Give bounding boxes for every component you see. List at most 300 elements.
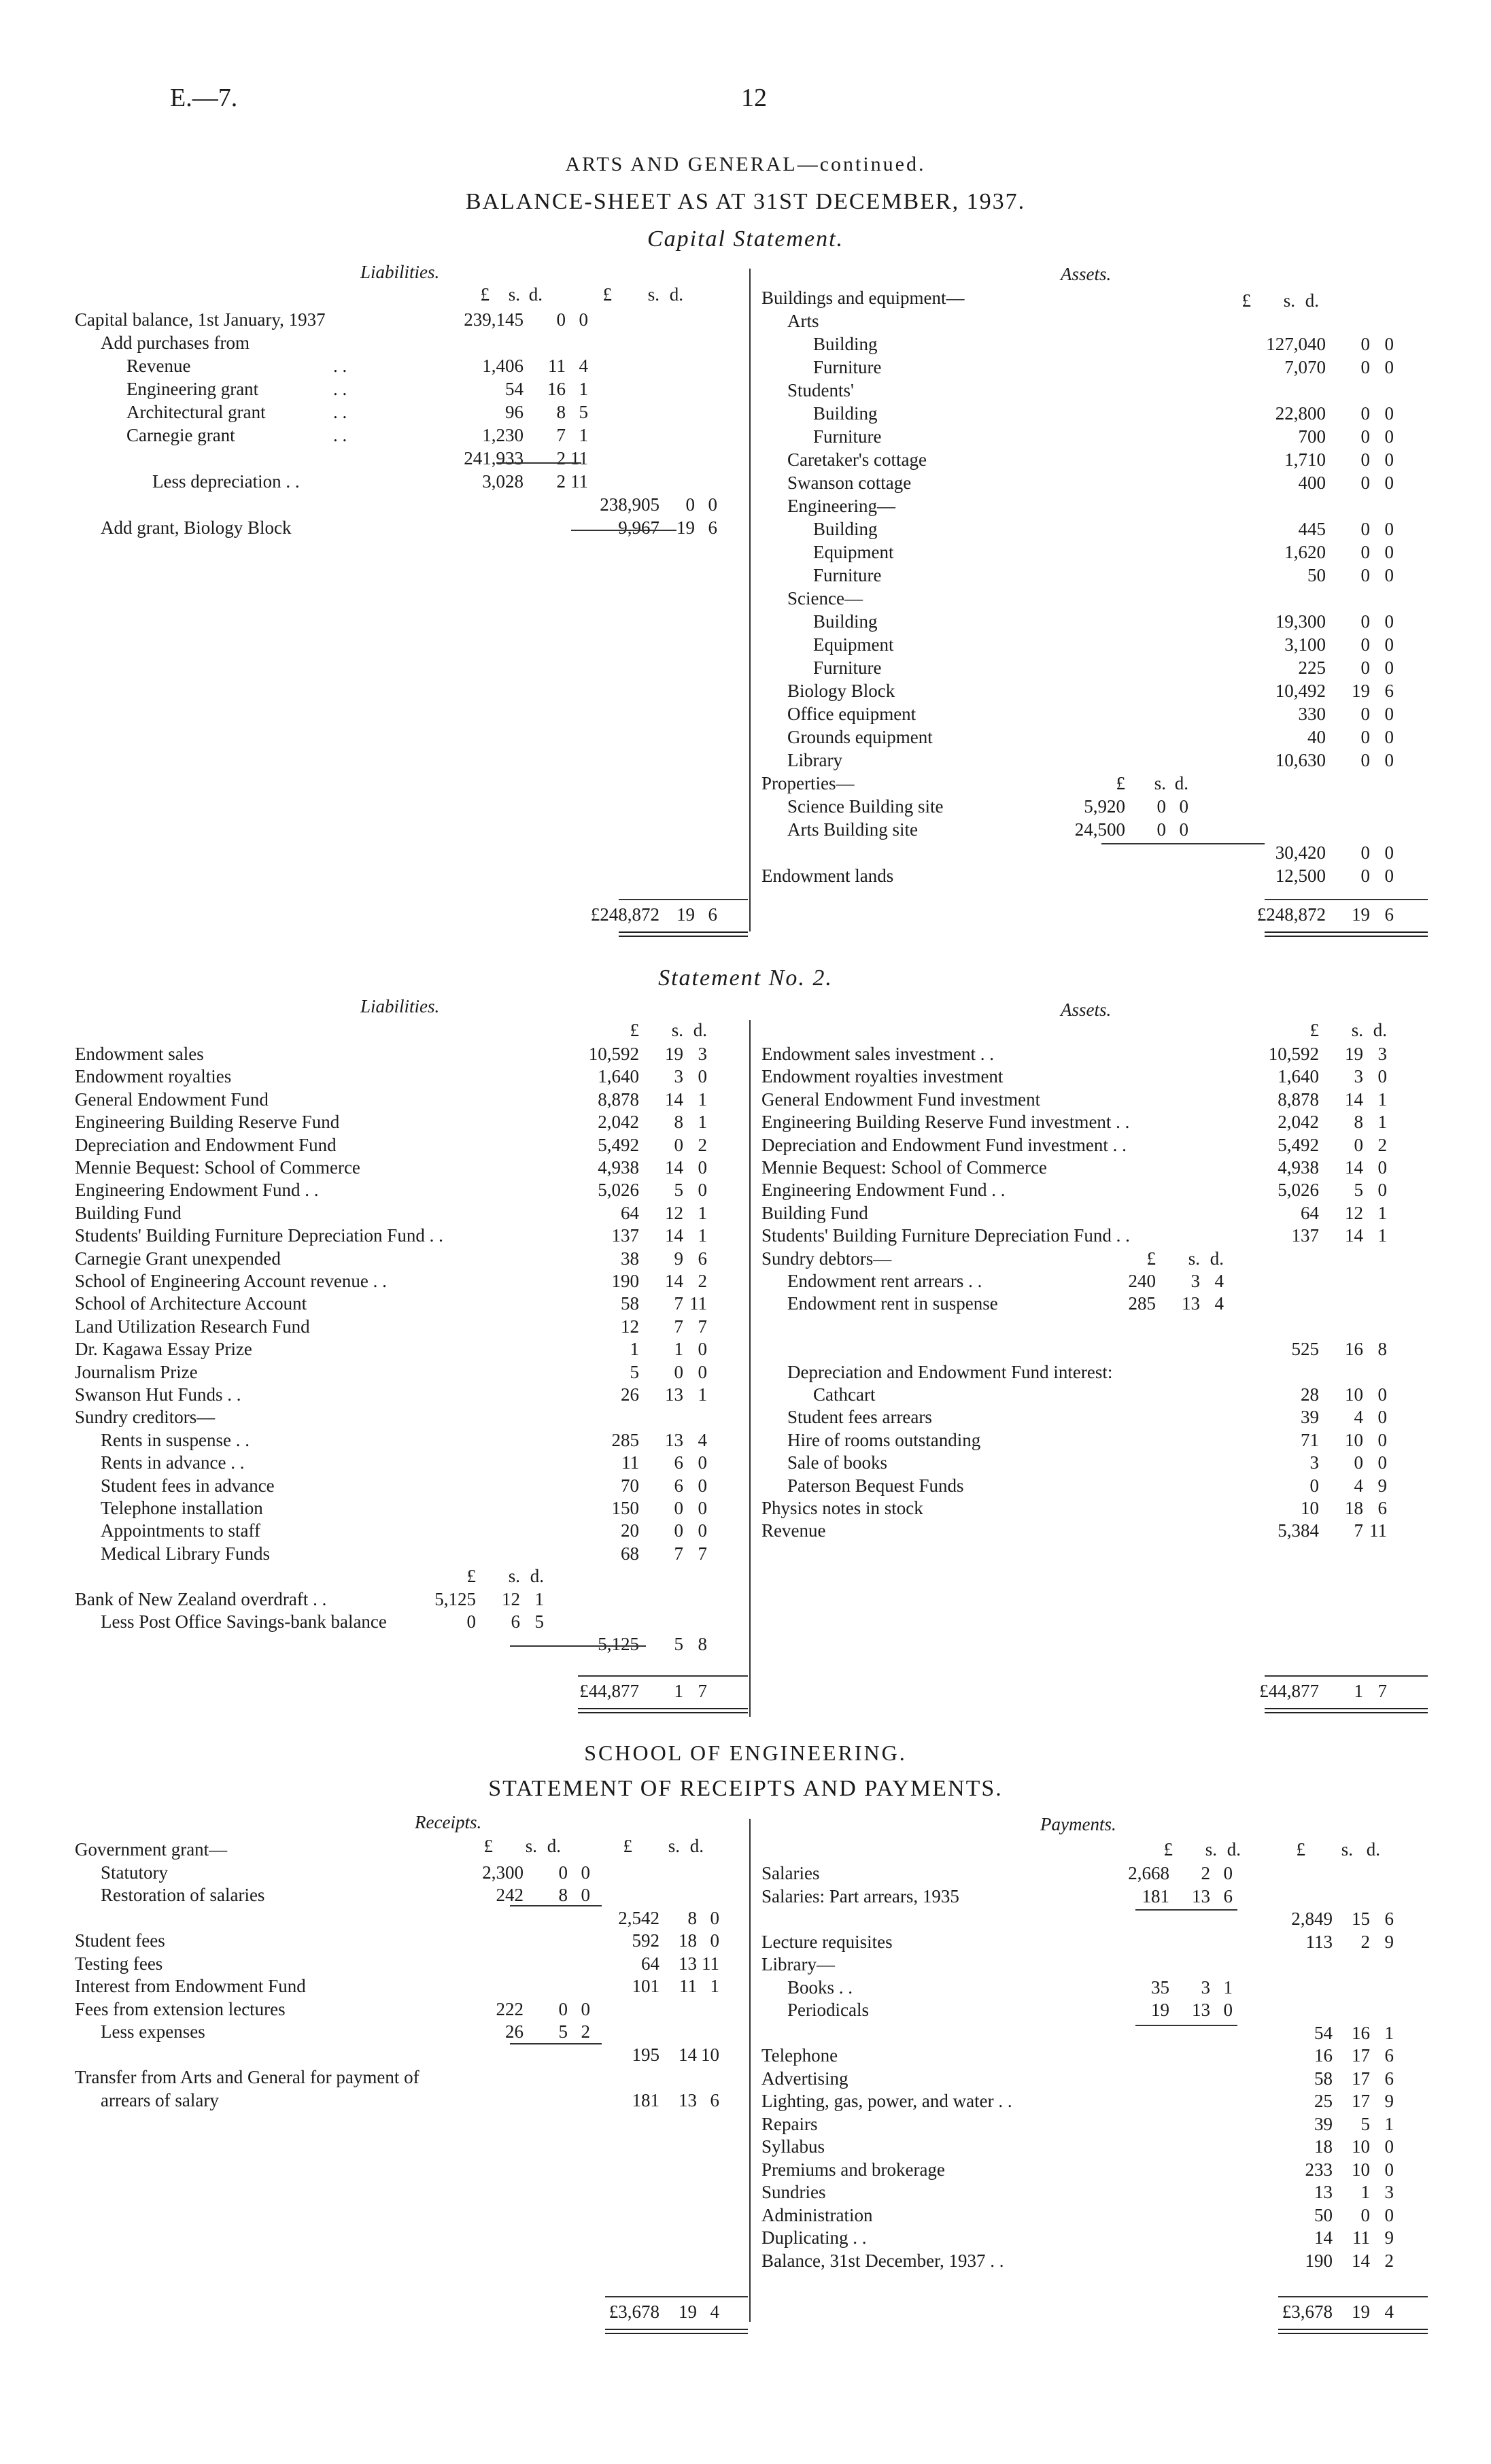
capital-liab-row — [75, 494, 748, 517]
payments-row — [761, 2227, 1428, 2251]
stmt2-liab-row — [75, 1611, 748, 1635]
row-label: Depreciation and Endowment Fund — [75, 1134, 337, 1155]
row-label: Carnegie grant — [126, 425, 235, 445]
row-label: Endowment sales — [75, 1044, 204, 1064]
receipts-b-pounds: 592 — [632, 1930, 659, 1951]
col-head-unit: £ — [1163, 1839, 1173, 1860]
stmt2-assets-row — [761, 1339, 1428, 1362]
capital-liab-a-pence: 1 — [579, 425, 588, 445]
row-label: Rents in advance . . — [101, 1452, 245, 1473]
capital-liab-a-shillings: 0 — [556, 309, 566, 330]
stmt2-liab-row — [75, 1475, 748, 1499]
stmt2-assets-v-pounds: 5,384 — [1278, 1520, 1319, 1541]
column-divider-3 — [749, 1819, 751, 2322]
stmt2-liab-row — [75, 1407, 748, 1430]
stmt2-liab-v-pence: 0 — [698, 1339, 707, 1360]
capital-assets-v-pence: 0 — [1384, 750, 1394, 770]
capital-liab-a-pence: 11 — [570, 471, 588, 492]
payments-row — [761, 2000, 1428, 2023]
row-label: Telephone installation — [101, 1498, 263, 1518]
stmt2-liab-v-pounds: 5,492 — [598, 1134, 639, 1155]
receipts-row — [75, 2021, 748, 2044]
stmt2-liab-v-shillings: 0 — [674, 1520, 683, 1541]
capital-liab-a-shillings: 2 — [556, 471, 566, 492]
rule-line — [510, 1905, 602, 1906]
receipts-row — [75, 1976, 748, 1999]
row-label: Engineering grant — [126, 379, 259, 399]
stmt2-liab-row — [75, 1498, 748, 1521]
col-head-unit: d. — [528, 284, 543, 305]
receipts-row — [75, 1908, 748, 1931]
stmt2-assets-v-pence: 6 — [1377, 1498, 1387, 1518]
stmt2-assets-v-shillings: 19 — [1345, 1044, 1363, 1064]
total-top-rule — [605, 2296, 748, 2297]
receipts-a-pence: 0 — [581, 1998, 590, 2019]
stmt2-liab-row — [75, 1362, 748, 1385]
receipts-total — [75, 2302, 748, 2325]
row-label: Appointments to staff — [101, 1520, 260, 1541]
payments-heading: Payments. — [1040, 1814, 1116, 1834]
receipts-row — [75, 1885, 748, 1908]
row-label: Endowment royalties investment — [761, 1066, 1004, 1087]
stmt2-liab-v-shillings: 0 — [674, 1498, 683, 1518]
capital-assets-row — [761, 657, 1428, 681]
column-divider — [749, 269, 751, 931]
payments-b-pence: 0 — [1384, 2159, 1394, 2180]
stmt2-liab-v-shillings: 19 — [665, 1044, 683, 1064]
stmt2-liab-v-pence: 1 — [698, 1089, 707, 1110]
stmt2-assets-col-head — [761, 1020, 1428, 1043]
row-label: General Endowment Fund investment — [761, 1089, 1041, 1110]
payments-a-shillings: 3 — [1201, 1977, 1210, 1998]
stmt2-liab-row — [75, 1135, 748, 1158]
payments-row — [761, 2045, 1428, 2068]
capital-assets-v-pounds: 330 — [1298, 704, 1326, 724]
capital-liab-a-pounds: 1,406 — [482, 356, 524, 376]
row-label: Lighting, gas, power, and water . . — [761, 2091, 1012, 2111]
capital-assets-v-shillings: 0 — [1360, 704, 1370, 724]
row-label: Salaries — [761, 1863, 820, 1883]
stmt2-assets-v-shillings: 14 — [1345, 1225, 1363, 1246]
row-label: Less Post Office Savings-bank balance — [101, 1611, 387, 1632]
stmt2-assets-sub-pence: d. — [1210, 1248, 1224, 1269]
col-head-unit: £ — [1296, 1839, 1305, 1860]
capital-liab-a-pounds: 3,028 — [482, 471, 524, 492]
row-label: Building — [813, 334, 878, 354]
capital-liab-a-shillings: 16 — [547, 379, 566, 399]
col-head-unit: d. — [1227, 1839, 1241, 1860]
row-label: Arts — [787, 311, 819, 331]
payments-b-pence: 6 — [1384, 2045, 1394, 2066]
stmt2-liab-sub-pence: d. — [530, 1566, 544, 1587]
stmt2-liab-row — [75, 1271, 748, 1294]
stmt2-assets-v-shillings: 8 — [1354, 1112, 1363, 1133]
payments-total-shillings: 19 — [1352, 2302, 1370, 2322]
stmt2-liab-v-pounds: 68 — [621, 1543, 639, 1564]
stmt2-liab-row — [75, 1316, 748, 1339]
capital-assets-row — [761, 588, 1428, 611]
column-divider-2 — [749, 1020, 751, 1717]
capital-assets-row — [761, 542, 1428, 565]
receipts-a-pounds: 242 — [496, 1885, 524, 1905]
capital-assets-v-pence: 0 — [1384, 403, 1394, 424]
row-label: Sundries — [761, 2182, 826, 2202]
capital-liab-total-shillings: 19 — [676, 904, 695, 925]
stmt2-liab-v-pounds: 12 — [621, 1316, 639, 1337]
row-label: Building — [813, 519, 878, 539]
stmt2-liab-v-pence: 7 — [698, 1316, 707, 1337]
stmt2-assets-row — [761, 1362, 1428, 1385]
leader-dots: . . — [333, 356, 347, 376]
rule-line — [1135, 1909, 1237, 1911]
stmt2-liab-v-shillings: 7 — [674, 1293, 683, 1314]
capital-statement-title: Capital Statement. — [647, 226, 844, 252]
row-label: Capital balance, 1st January, 1937 — [75, 309, 326, 330]
receipts-b-pounds: 181 — [632, 2089, 659, 2110]
capital-assets-v-pounds: 700 — [1298, 426, 1326, 447]
stmt2-assets-v-pounds: 10 — [1301, 1498, 1319, 1518]
capital-assets-v-pounds: 30,420 — [1275, 842, 1326, 863]
capital-assets-v-pounds: 19,300 — [1275, 611, 1326, 632]
payments-b-pence: 3 — [1384, 2182, 1394, 2202]
stmt2-assets-v-pence: 0 — [1377, 1180, 1387, 1201]
receipts-total-shillings: 19 — [679, 2302, 697, 2322]
stmt2-liab-v-shillings: 9 — [674, 1248, 683, 1269]
total-double-rule — [619, 931, 748, 937]
row-label: Bank of New Zealand overdraft . . — [75, 1588, 327, 1609]
payments-row — [761, 2159, 1428, 2183]
stmt2-liab-v-pounds: 26 — [621, 1384, 639, 1405]
col-head-unit: d. — [669, 284, 683, 305]
stmt2-assets-sub-pounds: 285 — [1128, 1293, 1156, 1314]
capital-assets-sub-pence: 0 — [1179, 819, 1188, 840]
payments-b-shillings: 1 — [1360, 2182, 1370, 2202]
stmt2-liab-v-pence: 0 — [698, 1180, 707, 1201]
row-label: Engineering Endowment Fund . . — [75, 1180, 319, 1201]
stmt2-liab-v-pence: 1 — [698, 1202, 707, 1223]
capital-liab-row — [75, 425, 748, 448]
statement-no2-title: Statement No. 2. — [658, 965, 833, 991]
payments-a-pence: 0 — [1223, 1863, 1233, 1883]
row-label: Dr. Kagawa Essay Prize — [75, 1339, 252, 1360]
stmt2-assets-v-pence: 0 — [1377, 1384, 1387, 1405]
stmt2-liab-v-pounds: 137 — [611, 1225, 639, 1246]
payments-b-pounds: 2,849 — [1291, 1909, 1333, 1929]
col-head-unit: d. — [1373, 1020, 1387, 1040]
receipts-b-shillings: 8 — [687, 1907, 697, 1928]
capital-assets-v-pounds: 50 — [1307, 565, 1326, 585]
payments-a-pence: 1 — [1223, 1977, 1233, 1998]
stmt2-liab-sub-pence: 1 — [534, 1588, 544, 1609]
row-label: Endowment royalties — [75, 1066, 232, 1087]
stmt2-liab-sub-pounds: 0 — [466, 1611, 476, 1632]
payments-b-pence: 0 — [1384, 2136, 1394, 2157]
capital-assets-row — [761, 565, 1428, 588]
payments-b-pounds: 25 — [1314, 2091, 1333, 2111]
rule-line — [1135, 2025, 1237, 2026]
rule-line — [510, 2043, 602, 2044]
payments-b-pounds: 39 — [1314, 2113, 1333, 2134]
capital-assets-v-shillings: 0 — [1360, 634, 1370, 655]
stmt2-liab-row — [75, 1203, 748, 1226]
capital-assets-v-pence: 0 — [1384, 866, 1394, 886]
capital-liab-a-pounds: 1,230 — [482, 425, 524, 445]
row-label: School of Architecture Account — [75, 1293, 307, 1314]
capital-liab-row — [75, 448, 748, 471]
receipts-b-pounds: 64 — [641, 1953, 659, 1974]
rule-line — [571, 530, 676, 531]
payments-b-shillings: 17 — [1352, 2091, 1370, 2111]
stmt2-assets-v-pence: 0 — [1377, 1452, 1387, 1473]
payments-total-pence: 4 — [1384, 2302, 1394, 2322]
liabilities-heading: Liabilities. — [360, 262, 440, 282]
total-double-rule — [1265, 1708, 1428, 1713]
row-label: Endowment sales investment . . — [761, 1044, 994, 1064]
receipts-a-pence: 2 — [581, 2021, 590, 2042]
payments-b-pence: 1 — [1384, 2113, 1394, 2134]
capital-assets-v-pence: 0 — [1384, 519, 1394, 539]
row-label: Fees from extension lectures — [75, 1998, 286, 2019]
row-label: Periodicals — [787, 2000, 869, 2020]
row-label: Depreciation and Endowment Fund investment . . — [761, 1134, 1127, 1155]
capital-liab-b-shillings: 19 — [676, 517, 695, 538]
stmt2-liab-v-shillings: 7 — [674, 1543, 683, 1564]
stmt2-assets-row — [761, 1498, 1428, 1521]
stmt2-assets-v-pence: 0 — [1377, 1407, 1387, 1428]
payments-col-head — [761, 1839, 1428, 1862]
row-label: Arts Building site — [787, 819, 919, 840]
total-top-rule — [1265, 1675, 1428, 1677]
stmt2-assets-v-pence: 11 — [1369, 1520, 1387, 1541]
payments-b-shillings: 17 — [1352, 2045, 1370, 2066]
row-label: Furniture — [813, 657, 882, 678]
col-head-unit: s. — [1205, 1839, 1217, 1860]
stmt2-liab-v-pounds: 2,042 — [598, 1112, 639, 1133]
payments-total-pounds: £3,678 — [1282, 2302, 1333, 2322]
stmt2-assets-v-pounds: 5,492 — [1278, 1134, 1319, 1155]
stmt2-liab-v-shillings: 14 — [665, 1225, 683, 1246]
stmt2-assets-row — [761, 1316, 1428, 1339]
capital-liab-a-pence: 5 — [579, 402, 588, 422]
row-label: Depreciation and Endowment Fund interest: — [787, 1361, 1113, 1382]
stmt2-liab-v-pence: 1 — [698, 1112, 707, 1133]
payments-row — [761, 1863, 1428, 1886]
receipts-a-pounds: 26 — [505, 2021, 524, 2042]
capital-assets-total — [761, 904, 1428, 927]
stmt2-liab-v-pence: 4 — [698, 1429, 707, 1450]
capital-assets-row — [761, 334, 1428, 357]
receipts-b-pence: 0 — [710, 1907, 719, 1928]
capital-assets-sub-pence: 0 — [1179, 796, 1188, 817]
row-label: Land Utilization Research Fund — [75, 1316, 310, 1337]
receipts-total-pounds: £3,678 — [609, 2302, 659, 2322]
capital-assets-v-pence: 0 — [1384, 449, 1394, 470]
payments-b-pence: 1 — [1384, 2022, 1394, 2043]
row-label: School of Engineering Account revenue . . — [75, 1271, 387, 1291]
capital-assets-row — [761, 426, 1428, 449]
stmt2-assets-v-pence: 0 — [1377, 1066, 1387, 1087]
row-label: General Endowment Fund — [75, 1089, 269, 1110]
capital-assets-v-shillings: 0 — [1360, 426, 1370, 447]
payments-b-shillings: 14 — [1352, 2250, 1370, 2271]
col-head-unit: s. — [508, 284, 520, 305]
capital-assets-v-pounds: 445 — [1298, 519, 1326, 539]
capital-assets-v-pence: 0 — [1384, 634, 1394, 655]
row-label: Building Fund — [761, 1202, 868, 1223]
capital-liab-a-pence: 4 — [579, 356, 588, 376]
row-label: Premiums and brokerage — [761, 2159, 945, 2180]
capital-assets-row — [761, 311, 1428, 334]
capital-assets-v-pounds: 7,070 — [1284, 357, 1326, 377]
payments-b-pence: 2 — [1384, 2250, 1394, 2271]
stmt2-liab-v-shillings: 5 — [674, 1180, 683, 1201]
stmt2-assets-row — [761, 1293, 1428, 1316]
capital-assets-v-pounds: 1,620 — [1284, 542, 1326, 562]
stmt2-liab-v-pence: 11 — [689, 1293, 707, 1314]
row-label: Furniture — [813, 426, 882, 447]
stmt2-assets-v-pence: 2 — [1377, 1134, 1387, 1155]
capital-assets-row — [761, 796, 1428, 819]
stmt2-liab-v-pence: 1 — [698, 1225, 707, 1246]
capital-liab-a-shillings: 2 — [556, 448, 566, 468]
payments-a-pounds: 19 — [1151, 2000, 1169, 2020]
payments-a-pounds: 2,668 — [1128, 1863, 1169, 1883]
stmt2-assets-row — [761, 1384, 1428, 1407]
stmt2-assets-v-pence: 1 — [1377, 1225, 1387, 1246]
stmt2-liab-v-shillings: 13 — [665, 1384, 683, 1405]
payments-b-pence: 9 — [1384, 2227, 1394, 2248]
col-head-unit: s. — [1351, 1020, 1363, 1040]
payments-row — [761, 2091, 1428, 2114]
payments-b-pounds: 14 — [1314, 2227, 1333, 2248]
row-label: Syllabus — [761, 2136, 825, 2157]
payments-b-shillings: 0 — [1360, 2204, 1370, 2225]
receipts-a-pounds: 2,300 — [482, 1862, 524, 1883]
payments-row — [761, 2182, 1428, 2205]
row-label: Properties— — [761, 773, 855, 793]
receipts-a-pence: 0 — [581, 1885, 590, 1905]
stmt2-liab-v-shillings: 7 — [674, 1316, 683, 1337]
stmt2-liab-v-pounds: 4,938 — [598, 1157, 639, 1178]
stmt2-assets-v-pence: 9 — [1377, 1475, 1387, 1496]
row-label: Library — [787, 750, 842, 770]
row-label: Mennie Bequest: School of Commerce — [761, 1157, 1047, 1178]
payments-b-pounds: 50 — [1314, 2204, 1333, 2225]
stmt2-liab-row — [75, 1452, 748, 1475]
stmt2-liab-v-pence: 8 — [698, 1634, 707, 1655]
col-head-unit: £ — [623, 1836, 632, 1856]
row-label: Add purchases from — [101, 332, 250, 353]
row-label: Lecture requisites — [761, 1931, 893, 1952]
capital-assets-sub-shillings: 0 — [1156, 796, 1166, 817]
row-label: Rents in suspense . . — [101, 1429, 250, 1450]
stmt2-assets-v-pounds: 2,042 — [1278, 1112, 1319, 1133]
capital-assets-v-shillings: 0 — [1360, 542, 1370, 562]
stmt2-assets-v-pounds: 10,592 — [1268, 1044, 1319, 1064]
payments-a-pence: 0 — [1223, 2000, 1233, 2020]
payments-b-pounds: 13 — [1314, 2182, 1333, 2202]
payments-b-pence: 6 — [1384, 1909, 1394, 1929]
stmt2-liab-v-shillings: 12 — [665, 1202, 683, 1223]
capital-assets-v-pounds: 127,040 — [1266, 334, 1326, 354]
stmt2-liab-sub-pounds: £ — [466, 1566, 476, 1587]
row-label: Equipment — [813, 542, 894, 562]
stmt2-assets-v-pence: 0 — [1377, 1157, 1387, 1178]
stmt2-liab-v-pounds: 38 — [621, 1248, 639, 1269]
total-top-rule — [578, 1675, 748, 1677]
capital-assets-v-pounds: 3,100 — [1284, 634, 1326, 655]
stmt2-liab-v-pounds: 150 — [611, 1498, 639, 1518]
col-head-unit: £ — [630, 1020, 639, 1040]
row-label: Office equipment — [787, 704, 916, 724]
capital-assets-row — [761, 357, 1428, 380]
col-head-unit: s. — [647, 284, 659, 305]
capital-assets-row — [761, 611, 1428, 634]
capital-liab-total-pounds: £248,872 — [590, 904, 659, 925]
row-label: Paterson Bequest Funds — [787, 1475, 964, 1496]
stmt2-assets-total — [761, 1681, 1428, 1704]
stmt2-liab-v-shillings: 13 — [665, 1429, 683, 1450]
capital-liab-total-pence: 6 — [708, 904, 717, 925]
row-label: Mennie Bequest: School of Commerce — [75, 1157, 360, 1178]
capital-assets-sub-pounds: 5,920 — [1084, 796, 1125, 817]
row-label: Students' Building Furniture Depreciation Fund . . — [761, 1225, 1130, 1246]
row-label: Government grant— — [75, 1839, 228, 1860]
stmt2-assets-v-pence: 0 — [1377, 1429, 1387, 1450]
capital-liab-a-pounds: 241,933 — [464, 448, 524, 468]
capital-assets-v-pence: 0 — [1384, 704, 1394, 724]
payments-b-shillings: 11 — [1352, 2227, 1370, 2248]
stmt2-liab-sub-shillings: 6 — [511, 1611, 520, 1632]
stmt2-liab-v-shillings: 8 — [674, 1112, 683, 1133]
row-label: Endowment lands — [761, 866, 894, 886]
total-double-rule — [605, 2329, 748, 2334]
stmt2-assets-v-shillings: 14 — [1345, 1157, 1363, 1178]
col-head-unit: d. — [1305, 290, 1319, 311]
row-label: Repairs — [761, 2113, 818, 2134]
capital-assets-row — [761, 773, 1428, 796]
stmt2-liab-v-pounds: 1 — [630, 1339, 639, 1360]
stmt2-assets-v-shillings: 4 — [1354, 1475, 1363, 1496]
stmt2-assets-sub-pence: 4 — [1214, 1271, 1224, 1291]
receipts-a-shillings: 0 — [558, 1862, 568, 1883]
stmt2-assets-sub-shillings: 13 — [1182, 1293, 1200, 1314]
total-double-rule — [578, 1708, 748, 1713]
stmt2-liab-row — [75, 1293, 748, 1316]
stmt2-liab-row — [75, 1044, 748, 1067]
capital-liab-row — [75, 309, 748, 332]
stmt2-assets-v-pounds: 5,026 — [1278, 1180, 1319, 1201]
stmt2-liab-v-pence: 0 — [698, 1157, 707, 1178]
col-head-unit: s. — [525, 1836, 537, 1856]
stmt2-liab-v-pounds: 1,640 — [598, 1066, 639, 1087]
row-label: Students' — [787, 380, 854, 400]
capital-assets-v-pence: 0 — [1384, 542, 1394, 562]
receipts-b-shillings: 18 — [679, 1930, 697, 1951]
stmt2-liab-v-pounds: 20 — [621, 1520, 639, 1541]
row-label: Less depreciation . . — [152, 471, 300, 492]
stmt2-assets-v-pounds: 64 — [1301, 1202, 1319, 1223]
leader-dots: . . — [333, 379, 347, 399]
stmt2-assets-row — [761, 1203, 1428, 1226]
col-head-unit: £ — [1241, 290, 1251, 311]
row-label: Equipment — [813, 634, 894, 655]
stmt2-assets-v-shillings: 0 — [1354, 1134, 1363, 1155]
col-head-unit: £ — [1309, 1020, 1319, 1040]
receipts-row — [75, 1999, 748, 2022]
capital-assets-v-pence: 0 — [1384, 426, 1394, 447]
capital-liab-a-pounds: 239,145 — [464, 309, 524, 330]
